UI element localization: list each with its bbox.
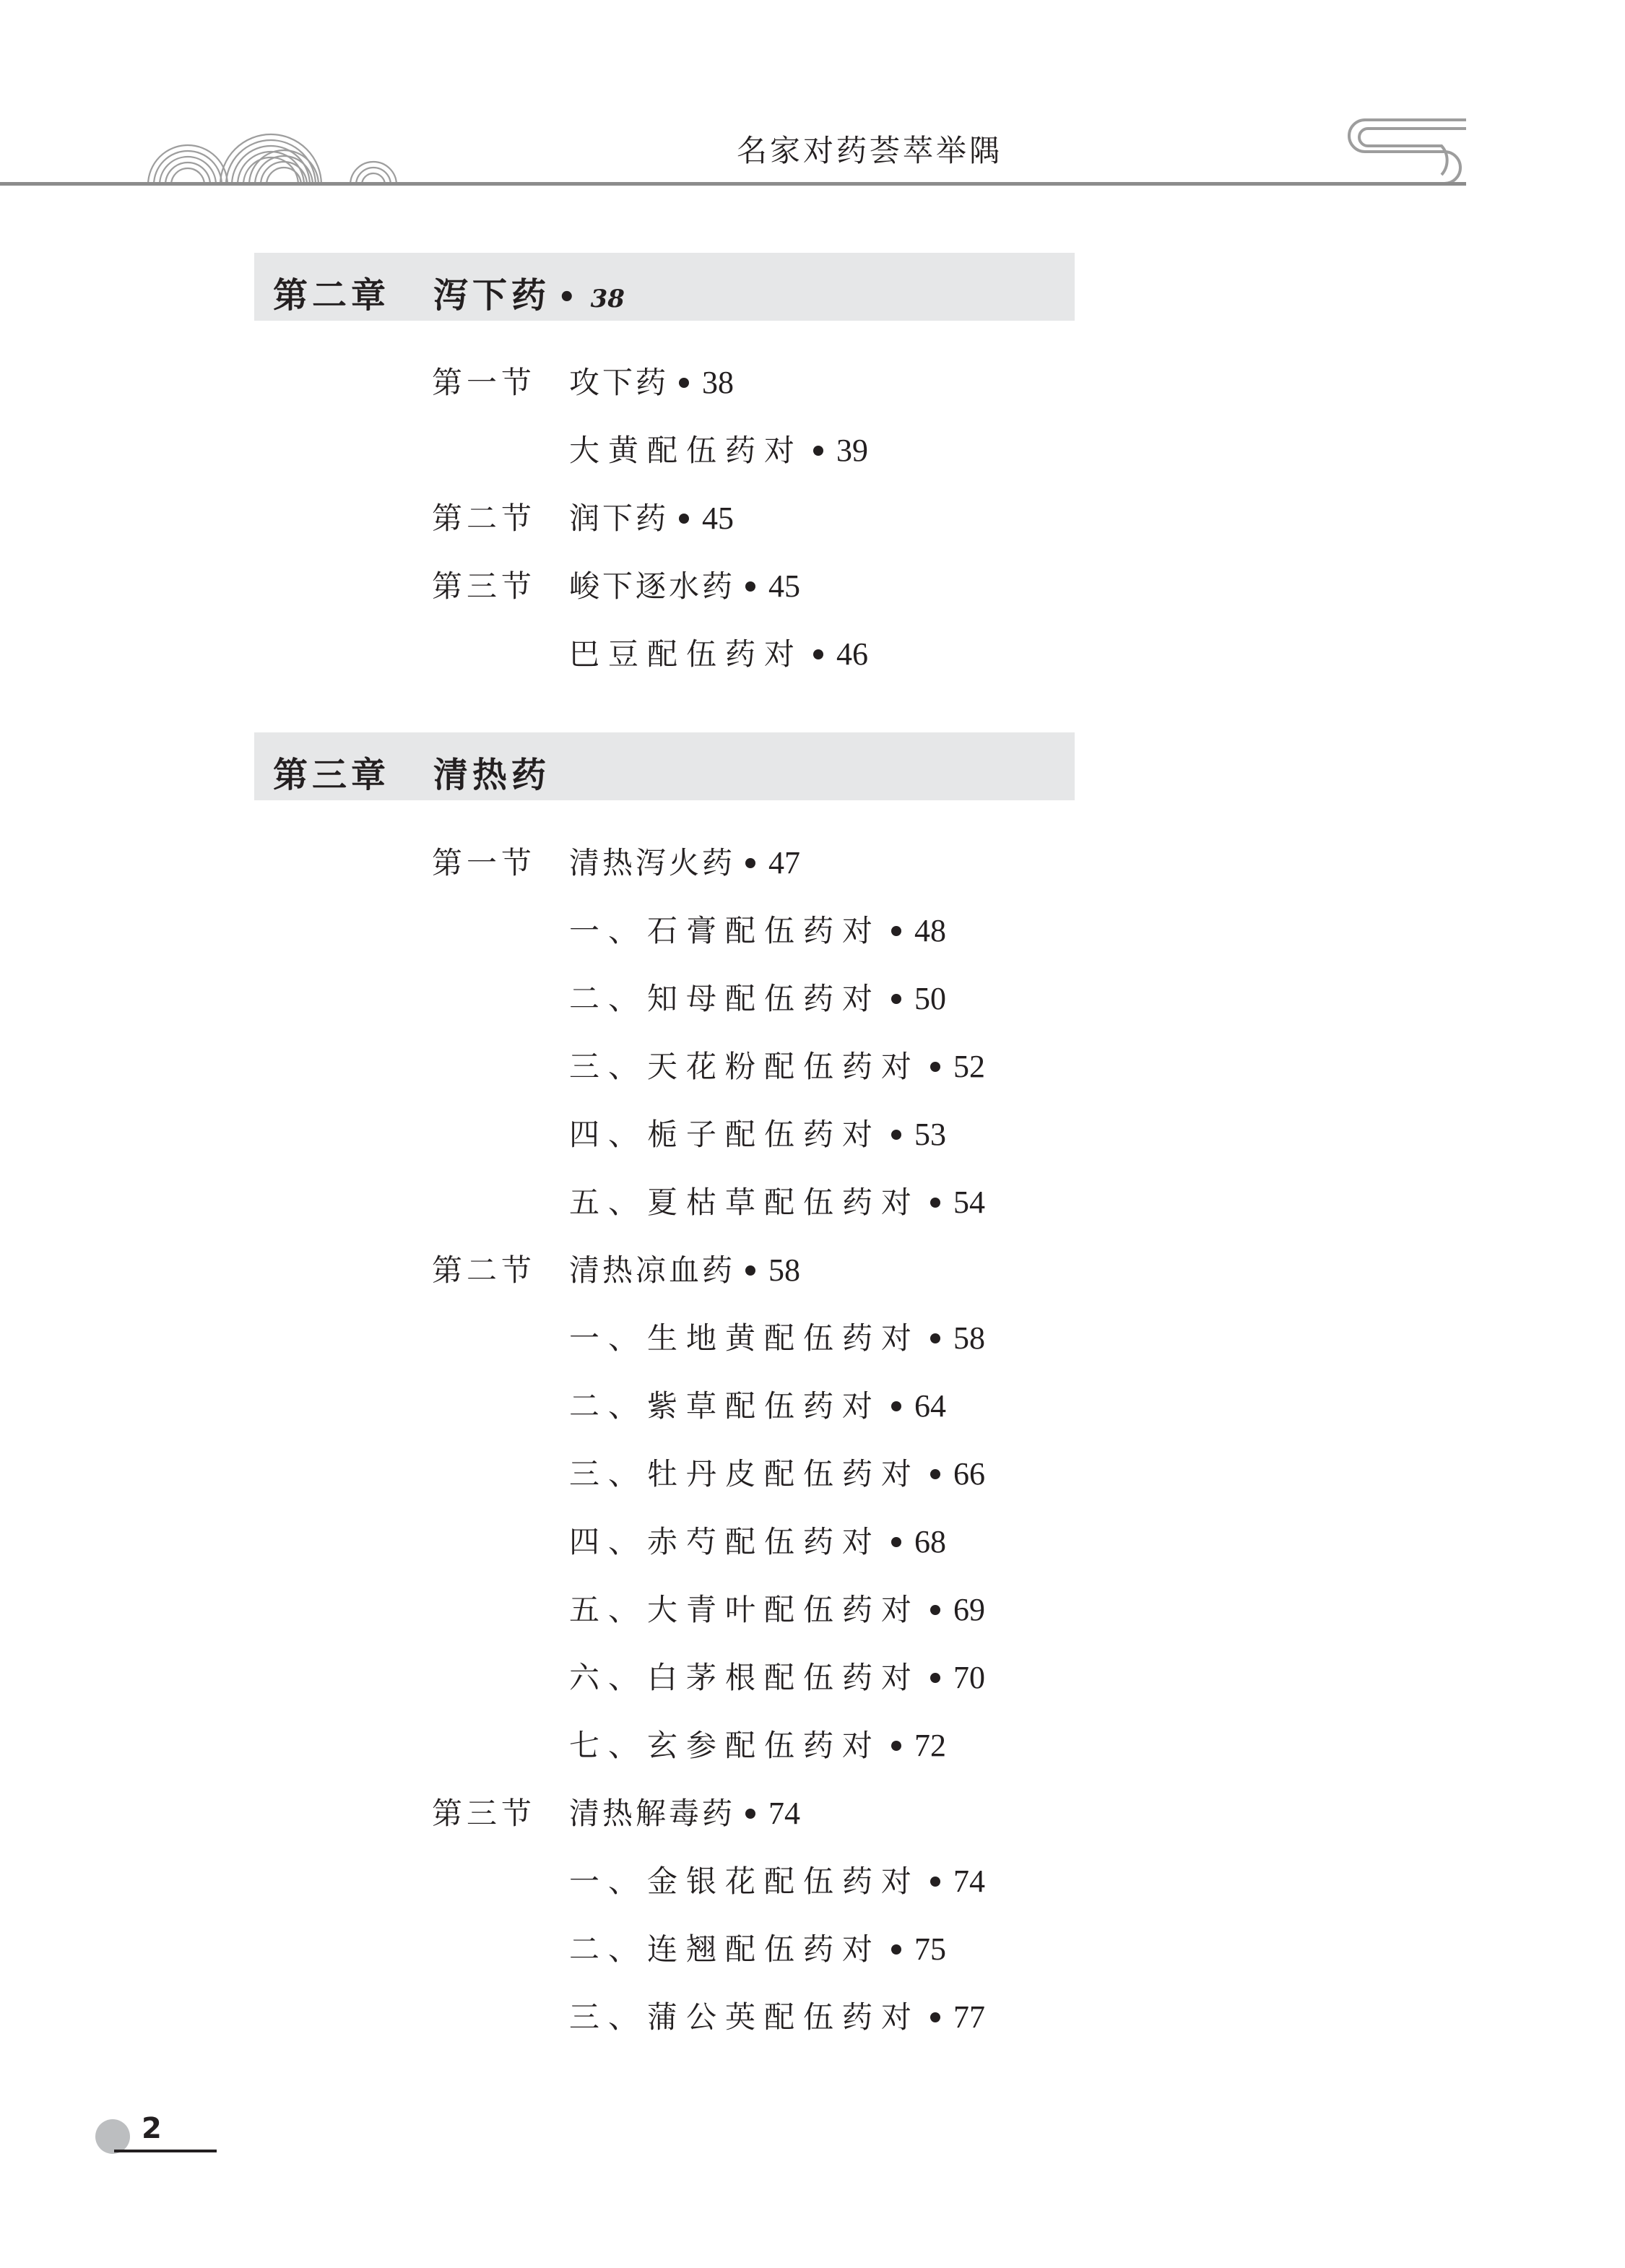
chapter-title: 泻下药 bbox=[433, 275, 551, 316]
entry-title: 一、石膏配伍药对 bbox=[569, 913, 882, 948]
section-label: 第一节 bbox=[432, 365, 537, 400]
leader-dot bbox=[813, 446, 823, 456]
toc-entry bbox=[569, 981, 946, 1017]
section-label: 第一节 bbox=[432, 845, 537, 880]
leader-dot bbox=[891, 1401, 901, 1411]
toc-entry bbox=[569, 1049, 985, 1085]
entry-title: 三、天花粉配伍药对 bbox=[569, 1049, 921, 1084]
chapter-title: 清热药 bbox=[433, 755, 551, 795]
leader-dot bbox=[679, 378, 689, 388]
entry-title: 五、大青叶配伍药对 bbox=[569, 1592, 921, 1627]
leader-dot bbox=[891, 926, 901, 936]
toc-entry bbox=[569, 1388, 946, 1424]
toc-entry bbox=[569, 636, 868, 672]
entry-page: 64 bbox=[914, 1388, 947, 1424]
toc-entry bbox=[569, 1931, 946, 1968]
semicircle-ornament-icon bbox=[141, 98, 408, 186]
entry-title: 五、夏枯草配伍药对 bbox=[569, 1185, 921, 1220]
entry-page: 58 bbox=[768, 1252, 801, 1288]
toc-entry bbox=[569, 1592, 985, 1628]
entry-page: 72 bbox=[914, 1728, 947, 1763]
toc-entry bbox=[569, 1185, 985, 1221]
leader-dot bbox=[891, 994, 901, 1004]
entry-title: 清热解毒药 bbox=[569, 1796, 736, 1831]
entry-title: 一、生地黄配伍药对 bbox=[569, 1320, 921, 1356]
entry-title: 七、玄参配伍药对 bbox=[569, 1728, 882, 1763]
toc-entry bbox=[569, 1796, 800, 1832]
leader-dot bbox=[891, 1537, 901, 1547]
entry-page: 48 bbox=[914, 913, 947, 948]
entry-page: 69 bbox=[953, 1592, 986, 1627]
entry-title: 一、金银花配伍药对 bbox=[569, 1864, 921, 1899]
section-label: 第二节 bbox=[432, 1252, 537, 1288]
entry-page: 68 bbox=[914, 1524, 947, 1559]
entry-title: 润下药 bbox=[569, 501, 670, 536]
entry-title: 六、白茅根配伍药对 bbox=[569, 1660, 921, 1695]
leader-dot bbox=[930, 1877, 940, 1887]
leader-dot bbox=[891, 1130, 901, 1140]
swirl-ornament-icon bbox=[1336, 114, 1470, 186]
section-label: 第三节 bbox=[432, 568, 537, 604]
entry-title: 三、蒲公英配伍药对 bbox=[569, 1999, 921, 2035]
entry-title: 二、知母配伍药对 bbox=[569, 981, 882, 1016]
entry-page: 46 bbox=[836, 636, 869, 672]
toc-entry bbox=[569, 1252, 800, 1289]
entry-page: 74 bbox=[768, 1796, 801, 1831]
entry-page: 50 bbox=[914, 981, 947, 1016]
entry-page: 39 bbox=[836, 433, 869, 468]
leader-dot bbox=[930, 1469, 940, 1479]
leader-dot bbox=[891, 1944, 901, 1955]
leader-dot bbox=[813, 649, 823, 659]
chapter-heading bbox=[254, 732, 1075, 800]
entry-title: 二、紫草配伍药对 bbox=[569, 1388, 882, 1424]
leader-dot bbox=[745, 1265, 755, 1276]
leader-dot bbox=[930, 2012, 940, 2022]
entry-title: 巴豆配伍药对 bbox=[569, 636, 804, 672]
chapter-heading bbox=[254, 253, 1075, 321]
toc-entry bbox=[569, 365, 734, 401]
leader-dot bbox=[891, 1741, 901, 1751]
entry-title: 三、牡丹皮配伍药对 bbox=[569, 1456, 921, 1492]
entry-page: 52 bbox=[953, 1049, 986, 1084]
entry-page: 70 bbox=[953, 1660, 986, 1695]
entry-title: 峻下逐水药 bbox=[569, 568, 736, 604]
entry-page: 45 bbox=[768, 568, 801, 604]
entry-page: 75 bbox=[914, 1931, 947, 1967]
leader-dot bbox=[930, 1062, 940, 1072]
leader-dot bbox=[930, 1673, 940, 1683]
leader-dot bbox=[745, 581, 755, 592]
toc-entry bbox=[569, 1728, 946, 1764]
running-title: 名家对药荟萃举隅 bbox=[737, 133, 1003, 168]
footer-circle-icon bbox=[95, 2119, 130, 2154]
chapter-number: 第二章 bbox=[273, 275, 391, 316]
leader-dot bbox=[930, 1605, 940, 1615]
toc-entry bbox=[569, 568, 800, 605]
entry-page: 38 bbox=[702, 365, 734, 400]
section-label: 第二节 bbox=[432, 501, 537, 536]
leader-dot bbox=[745, 858, 755, 868]
entry-page: 58 bbox=[953, 1320, 986, 1356]
toc-entry bbox=[569, 1524, 946, 1560]
entry-page: 47 bbox=[768, 845, 801, 880]
chapter-number: 第三章 bbox=[273, 755, 391, 795]
section-label: 第三节 bbox=[432, 1796, 537, 1831]
entry-title: 攻下药 bbox=[569, 365, 670, 400]
leader-dot: • bbox=[558, 281, 581, 314]
entry-page: 66 bbox=[953, 1456, 986, 1492]
toc-entry bbox=[569, 1456, 985, 1492]
entry-page: 54 bbox=[953, 1185, 986, 1220]
chapter-title-line bbox=[433, 267, 625, 317]
toc-entry bbox=[569, 1320, 985, 1356]
leader-dot bbox=[679, 514, 689, 524]
page-number: 2 bbox=[142, 2112, 162, 2145]
entry-page: 77 bbox=[953, 1999, 986, 2035]
leader-dot bbox=[745, 1809, 755, 1819]
chapter-page: 38 bbox=[590, 285, 625, 313]
toc-entry bbox=[569, 433, 868, 469]
toc-entry bbox=[569, 845, 800, 881]
entry-title: 四、栀子配伍药对 bbox=[569, 1117, 882, 1152]
entry-title: 四、赤芍配伍药对 bbox=[569, 1524, 882, 1559]
leader-dot bbox=[930, 1198, 940, 1208]
footer-rule bbox=[114, 2150, 217, 2152]
toc-entry bbox=[569, 1864, 985, 1900]
toc-entry bbox=[569, 913, 946, 949]
entry-page: 45 bbox=[702, 501, 734, 536]
entry-title: 清热凉血药 bbox=[569, 1252, 736, 1288]
leader-dot bbox=[930, 1333, 940, 1343]
entry-title: 大黄配伍药对 bbox=[569, 433, 804, 468]
entry-title: 二、连翘配伍药对 bbox=[569, 1931, 882, 1967]
entry-title: 清热泻火药 bbox=[569, 845, 736, 880]
toc-entry bbox=[569, 1999, 985, 2035]
toc-entry bbox=[569, 501, 734, 537]
toc-entry bbox=[569, 1660, 985, 1696]
entry-page: 53 bbox=[914, 1117, 947, 1152]
header-rule bbox=[0, 182, 1466, 186]
entry-page: 74 bbox=[953, 1864, 986, 1899]
toc-entry bbox=[569, 1117, 946, 1153]
